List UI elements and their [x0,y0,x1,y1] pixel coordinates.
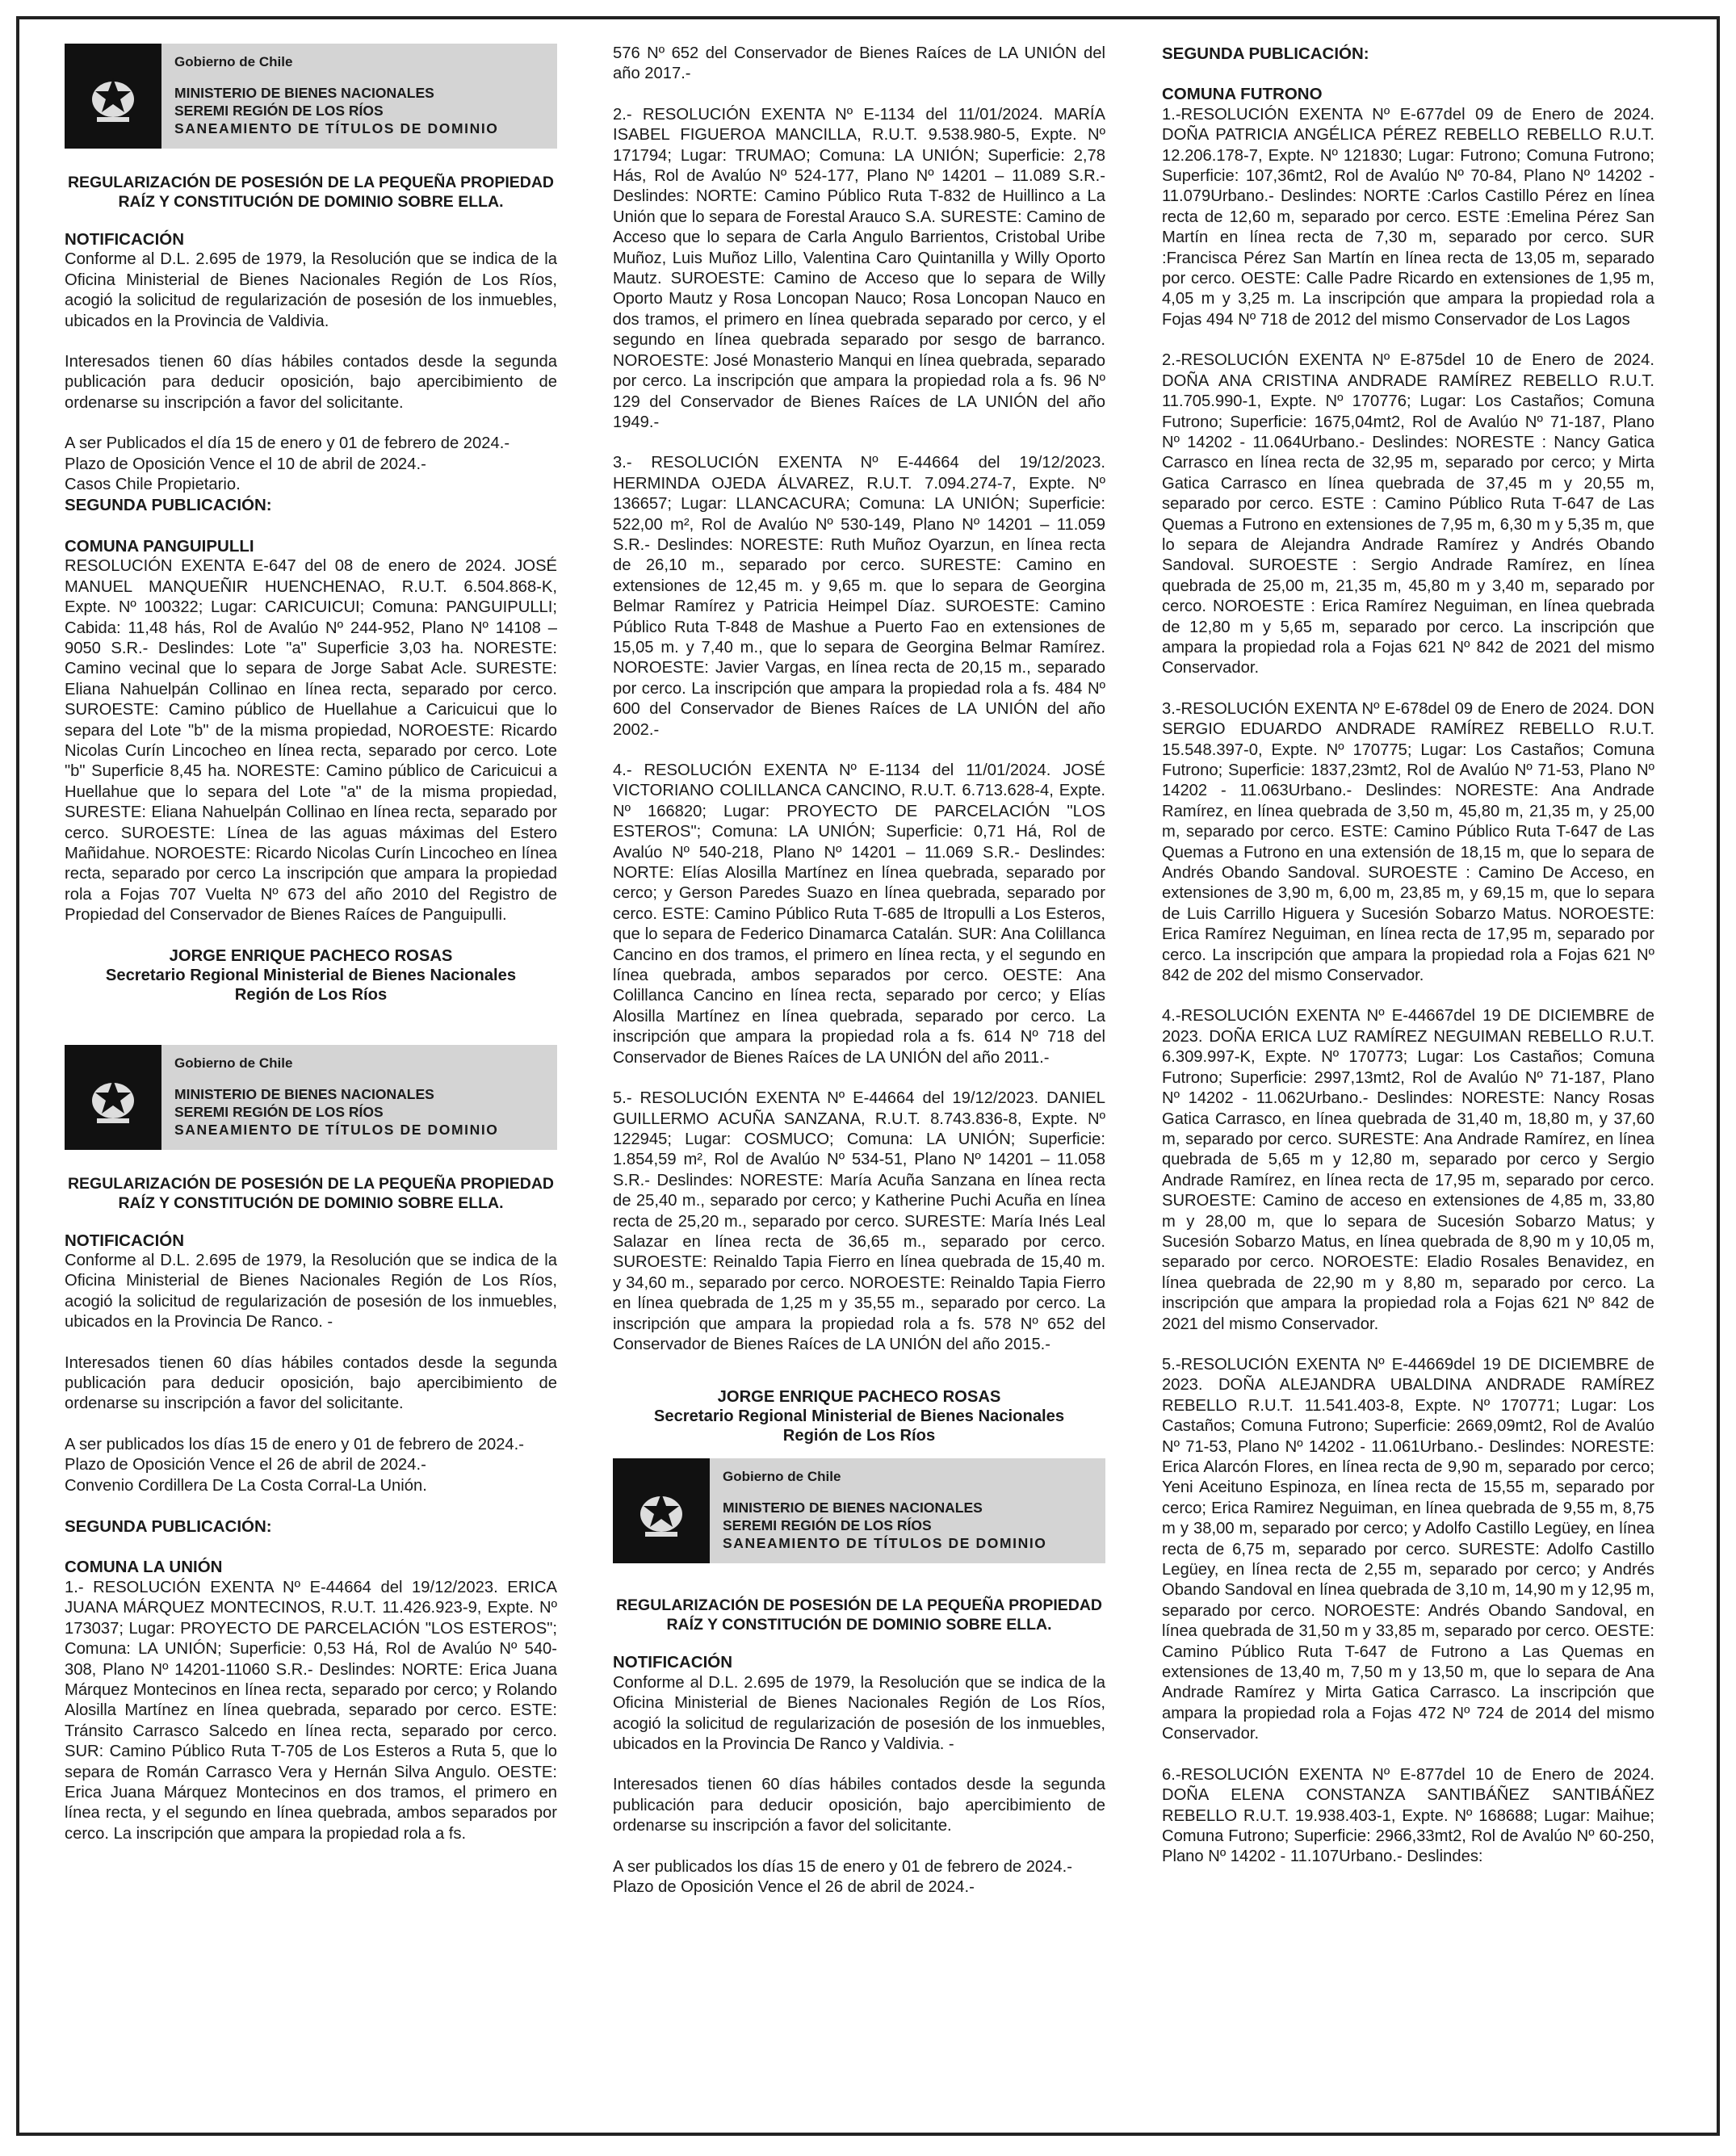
resolution-entry: 4.-RESOLUCIÓN EXENTA Nº E-44667del 19 DE DICIEMBRE de 2023. DOÑA ERICA LUZ RAMÍREZ NEGUIMAN REBELLO R.U.T. 6.309.997-K, Expte. Nº 170773; Lugar: Los Castaños; Comuna Futrono; Superficie: 2997,13mt2, Rol de Avalúo Nº 71-187, Plano Nº 14202 - 11.062Urbano.- Deslindes: NORESTE: Nancy Rosas Gatica Carrasco, en línea quebrada de 31,40 m, 18,80 m, y 37,60 m, separado por cerco. SURESTE: Ana Andrade Ramírez, en línea quebrada de 5,65 m y 12,80 m, separado por cerco y Sergio Andrade Ramírez, en línea recta de 17,95 m, separado por cerco. SUROESTE: Camino de acceso en extensiones de 4,85 m, 33,80 m y 28,00 m, que lo separa de Sucesión Sobarzo Matus; y Sucesión Sobarzo Matus, en línea quebrada de 8,90 m y 10,05 m, separado por cerco. NOROESTE: Eladio Rosales Benavidez, en línea quebrada de 22,90 m y 8,80 m, separado por cerco. La inscripción que ampara la propiedad rola a Fojas 621 Nº 842 de 2021 del mismo Conservador. [1162,1007,1654,1333]
interesados-text: Interesados tienen 60 días hábiles contados desde la segunda publicación para deducir oposición, bajo apercibimiento de ordenarse su inscripción a favor del solicitante. [613,1776,1105,1835]
interesados-text: Interesados tienen 60 días hábiles contados desde la segunda publicación para deducir oposición, bajo apercibimiento de ordenarse su inscripción a favor del solicitante. [65,353,557,412]
column-3 [1162,44,1654,1888]
publication-dates: A ser Publicados el día 15 de enero y 01 de febrero de 2024.- [65,434,510,453]
saneamiento-label: SANEAMIENTO DE TÍTULOS DE DOMINIO [174,120,499,136]
saneamiento-label: SANEAMIENTO DE TÍTULOS DE DOMINIO [174,1121,499,1138]
resolution-entry: 1.-RESOLUCIÓN EXENTA Nº E-677del 09 de Enero de 2024. DOÑA PATRICIA ANGÉLICA PÉREZ REBELLO REBELLO R.U.T. 12.206.178-7, Expte. Nº 121830; Lugar: Futrono; Comuna Futrono; Superficie: 107,36mt2, Rol de Avalúo Nº 70-84, Plano Nº 14202 - 11.079Urbano.- Deslindes: NORTE :Carlos Castillo Pérez en línea recta de 12,60 m, separado por cerco. ESTE :Emelina Pérez San Martín en línea recta de 7,30 m, separado por cerco. SUR :Francisca Pérez San Martín en línea recta de 13,05 m, separado por cerco. OESTE: Calle Padre Ricardo en extensiones de 1,95 m, 4,05 m y 3,25 m. La inscripción que ampara la propiedad rola a Fojas 494 Nº 718 de 2012 del mismo Conservador de Los Lagos [1162,105,1654,329]
ministry-label: MINISTERIO DE BIENES NACIONALES [174,85,434,101]
comuna-heading: COMUNA PANGUIPULLI [65,536,254,556]
coat-of-arms-icon [65,44,161,149]
signature-block [65,946,557,1005]
publication-dates: A ser publicados los días 15 de enero y 01 de febrero de 2024.- [65,1435,524,1453]
comuna-heading: COMUNA FUTRONO [1162,85,1323,104]
segunda-publicacion-heading: SEGUNDA PUBLICACIÓN: [65,496,272,515]
banner-text [161,44,557,149]
coat-of-arms-icon [65,1045,161,1150]
resolution-entry: RESOLUCIÓN EXENTA E-647 del 08 de enero de 2024. JOSÉ MANUEL MANQUEÑIR HUENCHENAO, R.U.T. 6.504.868-K, Expte. Nº 100322; Lugar: CARICUICUI; Comuna: PANGUIPULLI; Cabida: 11,48 hás, Rol de Avalúo Nº 244-952, Plano Nº 14108 – 9050 S.R.- Deslindes: Lote "a" Superficie 3,03 ha. NORESTE: Camino vecinal que lo separa de Jorge Sabat Acle. SURESTE: Eliana Nahuelpán Collinao en línea recta, separado por cerco. SUROESTE: Camino público de Huellahue a Caricuicui que lo separa del Lote "b" de la misma propiedad, NOROESTE: Ricardo Nicolas Curín Lincocheo en línea recta, separado por cerco. Lote "b" Superficie 8,45 ha. NORESTE: Camino público de Caricuicui a Huellahue que lo separa del Lote "a" de la misma propiedad, SURESTE: Eliana Nahuelpán Collinao en línea recta, separado por cerco. SUROESTE: Línea de las aguas máximas del Estero Mañidahue. NOROESTE: Ricardo Nicolas Curín Lincocheo en línea recta, separado por cerco La inscripción que ampara la propiedad rola a Fojas 707 Vuelta Nº 673 del año 2010 del Registro de Propiedad del Conservador de Bienes Raíces de Panguipulli. [65,557,557,925]
signer-role: Secretario Regional Ministerial de Bienes Nacionales [105,966,517,984]
coat-of-arms-icon [613,1458,710,1563]
resolution-entry: 1.- RESOLUCIÓN EXENTA Nº E-44664 del 19/12/2023. ERICA JUANA MÁRQUEZ MONTECINOS, R.U.T. 11.426.923-9, Expte. Nº 173037; Lugar: PROYECTO DE PARCELACIÓN "LOS ESTEROS"; Comuna: LA UNIÓN; Superficie: 0,53 Há, Rol de Avalúo Nº 540-308, Plano Nº 14201-11060 S.R.- Deslindes: NORTE: Erica Juana Márquez Montecinos en línea recta, separado por cerco; y Rolando Alosilla Martínez en línea quebrada, separado por cerco. ESTE: Tránsito Carrasco Salcedo en línea recta, separado por cerco. SUR: Camino Público Ruta T-705 de Los Esteros a Ruta 5, que lo separa de Román Carrasco Vera y Hernán Silva Angulo. OESTE: Erica Juana Márquez Montecinos en dos tramos, el primero en línea recta, y el segundo en línea quebrada, ambos separados por cerco. La inscripción que ampara la propiedad rola a fs. [65,1578,557,1843]
gobierno-label: Gobierno de Chile [723,1469,841,1485]
segunda-publicacion-heading: SEGUNDA PUBLICACIÓN: [65,1517,272,1537]
signer-name: JORGE ENRIQUE PACHECO ROSAS [717,1388,1001,1407]
seremi-label: SEREMI REGIÓN DE LOS RÍOS [723,1517,932,1534]
ministry-label: MINISTERIO DE BIENES NACIONALES [174,1085,434,1102]
column-1 [65,44,557,1864]
resolution-entry: 3.- RESOLUCIÓN EXENTA Nº E-44664 del 19/12/2023. HERMINDA OJEDA ÁLVAREZ, R.U.T. 7.094.274-7, Expte. Nº 136657; Lugar: LLANCACURA; Comuna: LA UNIÓN; Superficie: 522,00 m², Rol de Avalúo Nº 530-149, Plano Nº 14201 – 11.059 S.R.- Deslindes: NORESTE: Ruth Muñoz Oyarzun, en línea recta de 26,10 m., separado por cerco. SURESTE: Camino en extensiones de 12,45 m. y 9,65 m. que lo separa de Georgina Belmar Ramírez y Patricia Heimpel Díaz. SUROESTE: Camino Público Ruta T-848 de Mashue a Puerto Fao en extensiones de 15,05 m. y 7,40 m., que lo separa de Georgina Belmar Ramírez. NOROESTE: Javier Vargas, en línea recta de 20,15 m., separado por cerco. La inscripción que ampara la propiedad rola a fs. 484 Nº 600 del Conservador de Bienes Raíces de LA UNIÓN del año 2002.- [613,454,1105,739]
interesados-text: Interesados tienen 60 días hábiles contados desde la segunda publicación para deducir oposición, bajo apercibimiento de ordenarse su inscripción a favor del solicitante. [65,1353,557,1413]
publication-dates: A ser publicados los días 15 de enero y 01 de febrero de 2024.- [613,1857,1072,1876]
column-2 [613,44,1105,1898]
notification-text: Conforme al D.L. 2.695 de 1979, la Resolución que se indica de la Oficina Ministerial de Bienes Nacionales Región de Los Ríos, acogió la solicitud de regularización de posesión de los inmuebles, ubicados en la Provincia de Valdivia. [65,250,557,330]
seremi-label: SEREMI REGIÓN DE LOS RÍOS [174,103,384,119]
saneamiento-label: SANEAMIENTO DE TÍTULOS DE DOMINIO [723,1535,1047,1552]
resolution-entry: 3.-RESOLUCIÓN EXENTA Nº E-678del 09 de Enero de 2024. DON SERGIO EDUARDO ANDRADE RAMÍREZ REBELLO R.U.T. 15.548.397-0, Expte. Nº 170775; Lugar: Los Castaños; Comuna Futrono; Superficie: 1837,23mt2, Rol de Avalúo Nº 71-53, Plano Nº 14202 - 11.063Urbano.- Deslindes: NORESTE: Ana Andrade Ramírez, en línea quebrada de 3,50 m, 45,80 m, 21,35 m, y 25,00 m, separado por cerco. ESTE: Camino Público Ruta T-647 de Las Quemas a Futrono en una extensión de 18,15 m, que lo separa de Andrés Obando Sandoval. SUROESTE : Camino De Acceso, en extensiones de 3,90 m, 6,00 m, 23,85 m, y 69,15 m, que lo separa de Luis Carrillo Higuera y Sucesión Sobarzo Matus. NOROESTE: Erica Ramírez Neguiman, en línea recta de 17,95 m, separado por cerco. La inscripción que ampara la propiedad rola a Fojas 621 Nº 842 de 202 del mismo Conservador. [1162,699,1654,985]
newspaper-page [16,16,1720,2136]
signature-block [613,1387,1105,1445]
notice-title: REGULARIZACIÓN DE POSESIÓN DE LA PEQUEÑA PROPIEDAD RAÍZ Y CONSTITUCIÓN DE DOMINIO SOBRE ELLA. [67,174,555,211]
notice-title: REGULARIZACIÓN DE POSESIÓN DE LA PEQUEÑA PROPIEDAD RAÍZ Y CONSTITUCIÓN DE DOMINIO SOBRE ELLA. [67,1174,555,1212]
notificacion-heading: NOTIFICACIÓN [65,1231,185,1250]
resolution-entry: 2.- RESOLUCIÓN EXENTA Nº E-1134 del 11/01/2024. MARÍA ISABEL FIGUEROA MANCILLA, R.U.T. 9.538.980-5, Expte. Nº 171794; Lugar: TRUMAO; Comuna: LA UNIÓN; Superficie: 2,78 Hás, Rol de Avalúo Nº 524-177, Plano Nº 14201 – 11.089 S.R.- Deslindes: NORTE: Camino Público Ruta T-832 de Huillinco a La Unión que lo separa de Forestal Arauco S.A. SURESTE: Camino de Acceso que lo separa de Carla Angulo Barrientos, Cristobal Uribe Muñoz, Luis Muñoz Lillo, Valentina Caro Quintanilla y Willy Oporto Mautz. SUROESTE: Camino de Acceso que lo separa de Willy Oporto Mautz y Rosa Loncopan Nauco; Rosa Loncopan Nauco en dos tramos, el primero en línea quebrada separado por cerco, y el segundo en línea quebrada separado por sesgo de barranco. NOROESTE: José Monasterio Manqui en línea quebrada, separado por cerco. La inscripción que ampara la propiedad rola a fs. 96 Nº 129 del Conservador de Bienes Raíces de LA UNIÓN del año 1949.- [613,105,1105,431]
program-label: Casos Chile Propietario. [65,476,241,494]
comuna-heading: COMUNA LA UNIÓN [65,1558,223,1577]
resolution-entry: 5.-RESOLUCIÓN EXENTA Nº E-44669del 19 DE DICIEMBRE de 2023. DOÑA ALEJANDRA UBALDINA ANDRADE RAMÍREZ REBELLO R.U.T. 11.541.403-8, Expte. Nº 170771; Lugar: Los Castaños; Comuna Futrono; Superficie: 2669,09mt2, Rol de Avalúo Nº 71-53, Plano Nº 14202 - 11.061Urbano.- Deslindes: NORESTE: Erica Alarcón Flores, en línea recta de 9,90 m, separado por cerco; Yeni Aceituno Espinoza, en línea recta de 15,55 m, separado por cerco; Erica Ramirez Neguiman, en línea quebrada de 9,55 m, 8,75 m y 38,00 m, separado por cerco; y Adolfo Castillo Legüey, en línea recta de 6,75 m, separado por cerco. SURESTE: Adolfo Castillo Legüey, en línea recta de 2,55 m, separado por cerco; y Andrés Obando Sandoval en línea quebrada de 3,10 m, 14,90 m y 12,95 m, separado por cerco. NOROESTE: Andrés Obando Sandoval, en línea quebrada de 31,50 m y 33,85 m, separado por cerco. OESTE: Camino Público Ruta T-647 de Futrono a Las Quemas en extensiones de 13,40 m, 7,50 m y 13,50 m, que lo separa de Ana Andrade Ramírez y Mirta Gatica Carrasco. La inscripción que ampara la propiedad rola a Fojas 472 Nº 724 de 2014 del mismo Conservador. [1162,1355,1654,1743]
ministry-banner [65,1045,557,1150]
opposition-deadline: Plazo de Oposición Vence el 26 de abril de 2024.- [613,1878,975,1897]
notification-text: Conforme al D.L. 2.695 de 1979, la Resolución que se indica de la Oficina Ministerial de Bienes Nacionales Región de Los Ríos, acogió la solicitud de regularización de posesión de los inmuebles, ubicados en la Provincia De Ranco. - [65,1252,557,1332]
notificacion-heading: NOTIFICACIÓN [613,1653,733,1672]
signer-region: Región de Los Ríos [234,985,388,1004]
notification-text: Conforme al D.L. 2.695 de 1979, la Resolución que se indica de la Oficina Ministerial de Bienes Nacionales Región de Los Ríos, acogió la solicitud de regularización de posesión de los inmuebles, ubicados en la Provincia De Ranco y Valdivia. - [613,1673,1105,1753]
signer-region: Región de Los Ríos [782,1427,936,1445]
resolution-entry: 6.-RESOLUCIÓN EXENTA Nº E-877del 10 de Enero de 2024. DOÑA ELENA CONSTANZA SANTIBÁÑEZ SANTIBÁÑEZ REBELLO R.U.T. 19.938.403-1, Expte. Nº 168688; Lugar: Maihue; Comuna Futrono; Superficie: 2966,33mt2, Rol de Avalúo Nº 60-250, Plano Nº 14202 - 11.107Urbano.- Deslindes: [1162,1765,1654,1866]
opposition-deadline: Plazo de Oposición Vence el 26 de abril de 2024.- [65,1456,426,1474]
seremi-label: SEREMI REGIÓN DE LOS RÍOS [174,1103,384,1120]
ministry-banner [613,1458,1105,1563]
notificacion-heading: NOTIFICACIÓN [65,230,185,249]
ministry-label: MINISTERIO DE BIENES NACIONALES [723,1500,983,1516]
segunda-publicacion-heading: SEGUNDA PUBLICACIÓN: [1162,44,1369,63]
resolution-entry: 5.- RESOLUCIÓN EXENTA Nº E-44664 del 19/12/2023. DANIEL GUILLERMO ACUÑA SANZANA, R.U.T. 8.743.836-8, Expte. Nº 122945; Lugar: COSMUCO; Comuna: LA UNIÓN; Superficie: 1.854,59 m², Rol de Avalúo Nº 534-51, Plano Nº 14201 – 11.058 S.R.- Deslindes: NORESTE: María Acuña Sanzana en línea recta de 25,40 m., separado por cerco; y Katherine Puchi Acuña en línea recta de 25,20 m., separado por cerco. SURESTE: María Inés Leal Salazar en línea recta de 36,65 m., separado por cerco. SUROESTE: Reinaldo Tapia Fierro en línea quebrada de 15,40 m. y 34,60 m., separado por cerco. NOROESTE: Reinaldo Tapia Fierro en línea quebrada de 1,25 m y 35,55 m., separado por cerco. La inscripción que ampara la propiedad rola a fs. 578 Nº 652 del Conservador de Bienes Raíces de LA UNIÓN del año 2015.- [613,1089,1105,1353]
signer-name: JORGE ENRIQUE PACHECO ROSAS [169,946,453,965]
resolution-continuation: 576 Nº 652 del Conservador de Bienes Raíces de LA UNIÓN del año 2017.- [613,44,1105,83]
gobierno-label: Gobierno de Chile [174,1055,293,1071]
program-label: Convenio Cordillera De La Costa Corral-La Unión. [65,1476,427,1495]
signer-role: Secretario Regional Ministerial de Bienes Nacionales [653,1407,1065,1426]
ministry-banner [65,44,557,149]
notice-title: REGULARIZACIÓN DE POSESIÓN DE LA PEQUEÑA PROPIEDAD RAÍZ Y CONSTITUCIÓN DE DOMINIO SOBRE ELLA. [615,1596,1103,1634]
banner-text [161,1045,557,1150]
gobierno-label: Gobierno de Chile [174,54,293,69]
resolution-entry: 4.- RESOLUCIÓN EXENTA Nº E-1134 del 11/01/2024. JOSÉ VICTORIANO COLILLANCA CANCINO, R.U.T. 6.713.628-4, Expte. Nº 166820; Lugar: PROYECTO DE PARCELACIÓN "LOS ESTEROS"; Comuna: LA UNIÓN; Superficie: 0,71 Há, Rol de Avalúo Nº 540-218, Plano Nº 14201 – 11.069 S.R.- Deslindes: NORTE: Elías Alosilla Martínez en línea quebrada, separado por cerco; y Gerson Paredes Suazo en línea quebrada, separado por cerco. ESTE: Camino Público Ruta T-685 de Itropulli a Los Esteros, que lo separa de Federico Dinamarca Catalán. SUR: Ana Colillanca Cancino en dos tramos, el primero en línea recta, y el segundo en línea quebrada, ambos separados por cerco. OESTE: Ana Colillanca Cancino en línea recta, separado por cerco; y Elías Alosilla Martínez en línea quebrada, separado por cerco. La inscripción que ampara la propiedad rola a fs. 614 Nº 718 del Conservador de Bienes Raíces de LA UNIÓN del año 2011.- [613,761,1105,1067]
opposition-deadline: Plazo de Oposición Vence el 10 de abril de 2024.- [65,455,426,473]
banner-text [710,1458,1105,1563]
resolution-entry: 2.-RESOLUCIÓN EXENTA Nº E-875del 10 de Enero de 2024. DOÑA ANA CRISTINA ANDRADE RAMÍREZ REBELLO R.U.T. 11.705.990-1, Expte. Nº 170776; Lugar: Los Castaños; Comuna Futrono; Superficie: 1675,04mt2, Rol de Avalúo Nº 71-187, Plano Nº 14202 - 11.064Urbano.- Deslindes: NORESTE : Nancy Gatica Carrasco en línea recta de 32,95 m, separado por cerco; y Mirta Gatica Carrasco en línea quebrada de 37,45 m y 20,55 m, separado por cerco. ESTE : Camino Público Ruta T-647 de Las Quemas a Futrono en extensiones de 7,95 m, 6,30 m y 5,35 m, que lo separa de Alejandra Andrade Ramírez y Andrés Obando Sandoval. SUROESTE : Sergio Andrade Ramírez, en línea quebrada de 25,00 m, 21,35 m, 45,80 m y 3,40 m, separado por cerco. NOROESTE : Erica Ramírez Neguiman, en línea quebrada de 12,80 m y 5,65 m, separado por cerco. La inscripción que ampara la propiedad rola a Fojas 621 Nº 842 de 2021 del mismo Conservador. [1162,351,1654,677]
